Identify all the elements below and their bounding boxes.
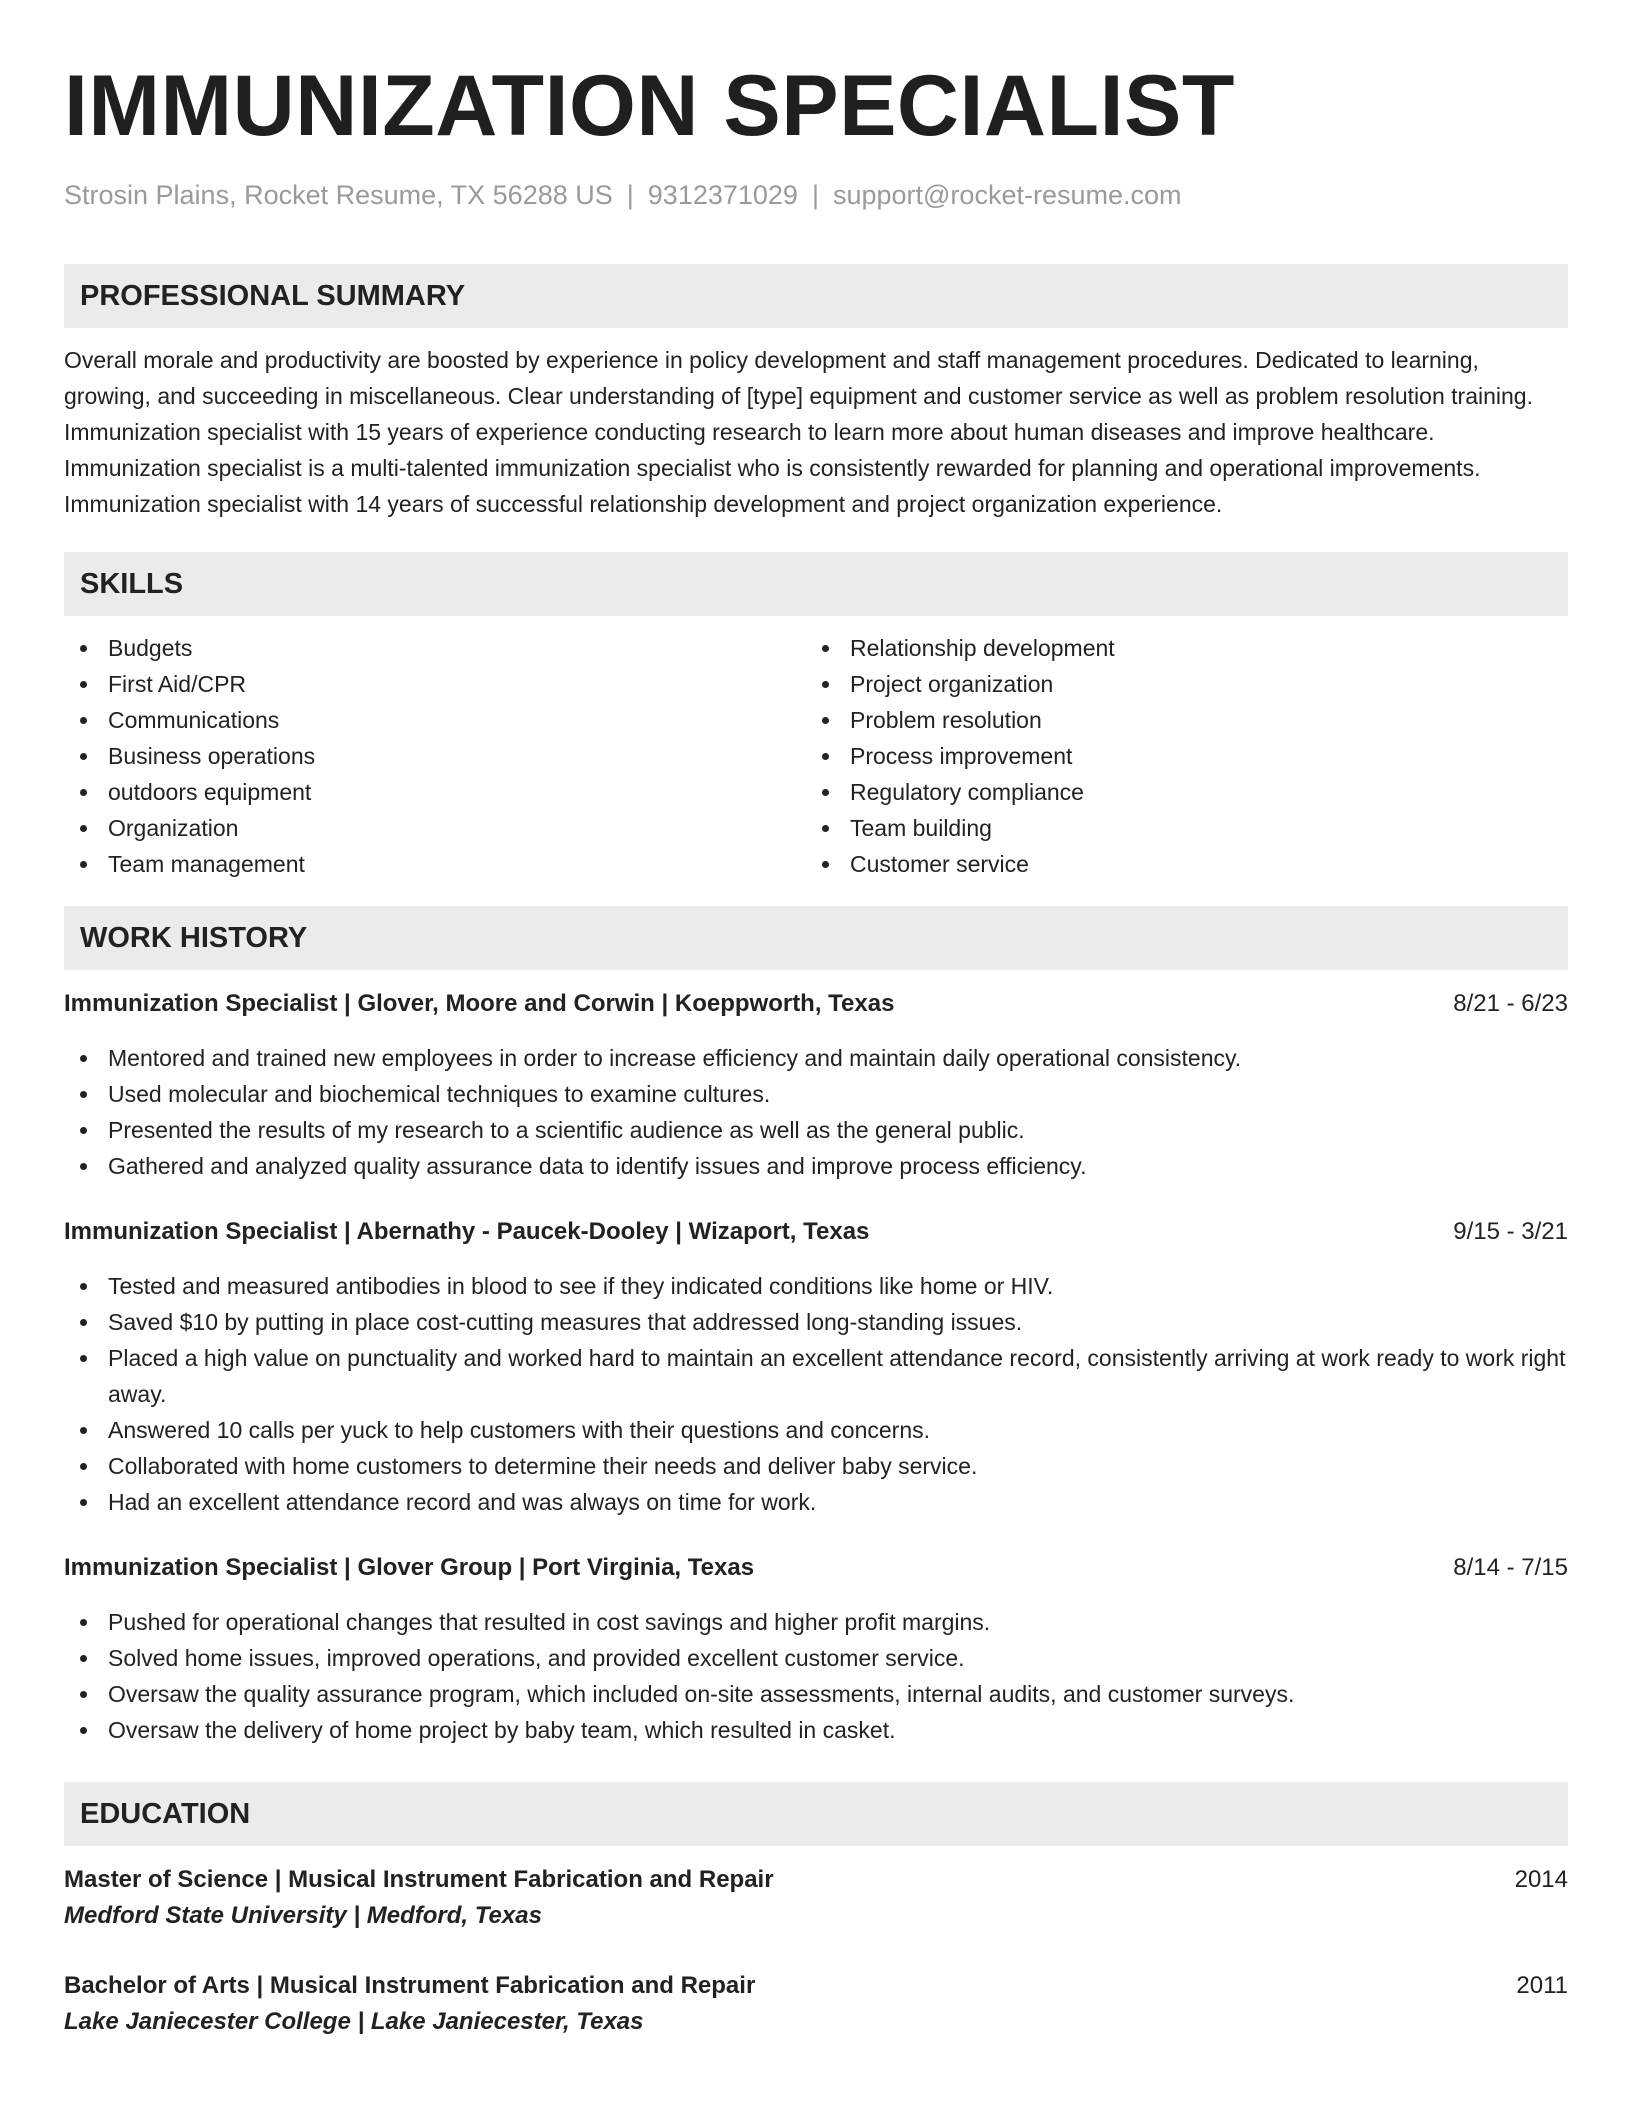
skills-section-header: SKILLS (64, 552, 1568, 616)
work-history-section-header: WORK HISTORY (64, 906, 1568, 970)
education-year: 2014 (1514, 1866, 1568, 1893)
job-heading-row (64, 986, 1568, 1022)
skill-item: Communications (64, 702, 806, 738)
skill-item: First Aid/CPR (64, 666, 806, 702)
education-degree: Bachelor of Arts | Musical Instrument Fabrication and Repair (64, 1972, 756, 1999)
skills-left-column (64, 630, 806, 882)
job-bullet: Had an excellent attendance record and was always on time for work. (64, 1484, 1568, 1520)
job-bullet: Oversaw the quality assurance program, which included on-site assessments, internal audits, and customer surveys. (64, 1676, 1568, 1712)
resume-name-heading: IMMUNIZATION SPECIALIST (64, 58, 1235, 154)
education-section-header: EDUCATION (64, 1782, 1568, 1846)
summary-text: Overall morale and productivity are boosted by experience in policy development and staff management procedures. Dedicated to learning, growing, and succeeding in miscellaneous. Clear understanding of [type] equipment and customer service as well as problem resolution training. Immunization specialist with 15 years of experience conducting research to learn more about human diseases and improve healthcare. Immunization specialist is a multi-talented immunization specialist who is consistently rewarded for planning and operational improvements. Immunization specialist with 14 years of successful relationship development and project organization experience. (64, 347, 1533, 517)
education-heading-row (64, 1968, 1568, 2004)
skill-item: Regulatory compliance (806, 774, 1548, 810)
job-heading: Immunization Specialist | Glover, Moore and Corwin | Koeppworth, Texas (64, 990, 895, 1017)
skill-item: Problem resolution (806, 702, 1548, 738)
job-dates: 8/21 - 6/23 (1453, 990, 1568, 1017)
job-bullet: Tested and measured antibodies in blood to see if they indicated conditions like home or HIV. (64, 1268, 1568, 1304)
education-entry (64, 1968, 1568, 2040)
job-entry (64, 1214, 1568, 1520)
job-bullet: Placed a high value on punctuality and worked hard to maintain an excellent attendance record, consistently arriving at work ready to work right away. (64, 1340, 1568, 1412)
skills-columns (64, 630, 1568, 882)
education-school: Lake Janiecester College | Lake Janiecester, Texas (64, 2008, 644, 2035)
job-bullet: Answered 10 calls per yuck to help customers with their questions and concerns. (64, 1412, 1568, 1448)
education-school: Medford State University | Medford, Texas (64, 1902, 542, 1929)
contact-email: support@rocket-resume.com (832, 180, 1182, 210)
job-bullets (64, 1040, 1568, 1184)
job-bullet: Saved $10 by putting in place cost-cutting measures that addressed long-standing issues. (64, 1304, 1568, 1340)
skill-item: Budgets (64, 630, 806, 666)
skill-item: outdoors equipment (64, 774, 806, 810)
resume-page (64, 0, 1568, 2040)
skill-item: Project organization (806, 666, 1548, 702)
job-heading-row (64, 1550, 1568, 1586)
job-bullets (64, 1268, 1568, 1520)
job-bullet: Oversaw the delivery of home project by baby team, which resulted in casket. (64, 1712, 1568, 1748)
education-heading-row (64, 1862, 1568, 1898)
job-heading: Immunization Specialist | Abernathy - Paucek-Dooley | Wizaport, Texas (64, 1218, 870, 1245)
job-bullet: Pushed for operational changes that resulted in cost savings and higher profit margins. (64, 1604, 1568, 1640)
education-entry (64, 1862, 1568, 1934)
contact-phone: 9312371029 (647, 180, 798, 210)
skill-item: Relationship development (806, 630, 1548, 666)
skills-right-column (806, 630, 1548, 882)
skill-item: Customer service (806, 846, 1548, 882)
contact-separator: | (626, 180, 634, 210)
contact-separator: | (811, 180, 819, 210)
job-bullet: Presented the results of my research to a scientific audience as well as the general public. (64, 1112, 1568, 1148)
job-bullet: Mentored and trained new employees in order to increase efficiency and maintain daily operational consistency. (64, 1040, 1568, 1076)
job-dates: 9/15 - 3/21 (1453, 1218, 1568, 1245)
skill-item: Team management (64, 846, 806, 882)
job-bullets (64, 1604, 1568, 1748)
education-degree: Master of Science | Musical Instrument Fabrication and Repair (64, 1866, 774, 1893)
skill-item: Business operations (64, 738, 806, 774)
skill-item: Team building (806, 810, 1548, 846)
skill-item: Organization (64, 810, 806, 846)
job-entry (64, 1550, 1568, 1748)
contact-address: Strosin Plains, Rocket Resume, TX 56288 US (64, 180, 613, 210)
job-bullet: Used molecular and biochemical techniques to examine cultures. (64, 1076, 1568, 1112)
job-bullet: Gathered and analyzed quality assurance data to identify issues and improve process efficiency. (64, 1148, 1568, 1184)
summary-section-header: PROFESSIONAL SUMMARY (64, 264, 1568, 328)
contact-line (64, 178, 1568, 212)
job-heading-row (64, 1214, 1568, 1250)
job-entry (64, 986, 1568, 1184)
job-bullet: Solved home issues, improved operations, and provided excellent customer service. (64, 1640, 1568, 1676)
job-dates: 8/14 - 7/15 (1453, 1554, 1568, 1581)
education-year: 2011 (1516, 1972, 1568, 1999)
job-bullet: Collaborated with home customers to determine their needs and deliver baby service. (64, 1448, 1568, 1484)
job-heading: Immunization Specialist | Glover Group | Port Virginia, Texas (64, 1554, 755, 1581)
skill-item: Process improvement (806, 738, 1548, 774)
